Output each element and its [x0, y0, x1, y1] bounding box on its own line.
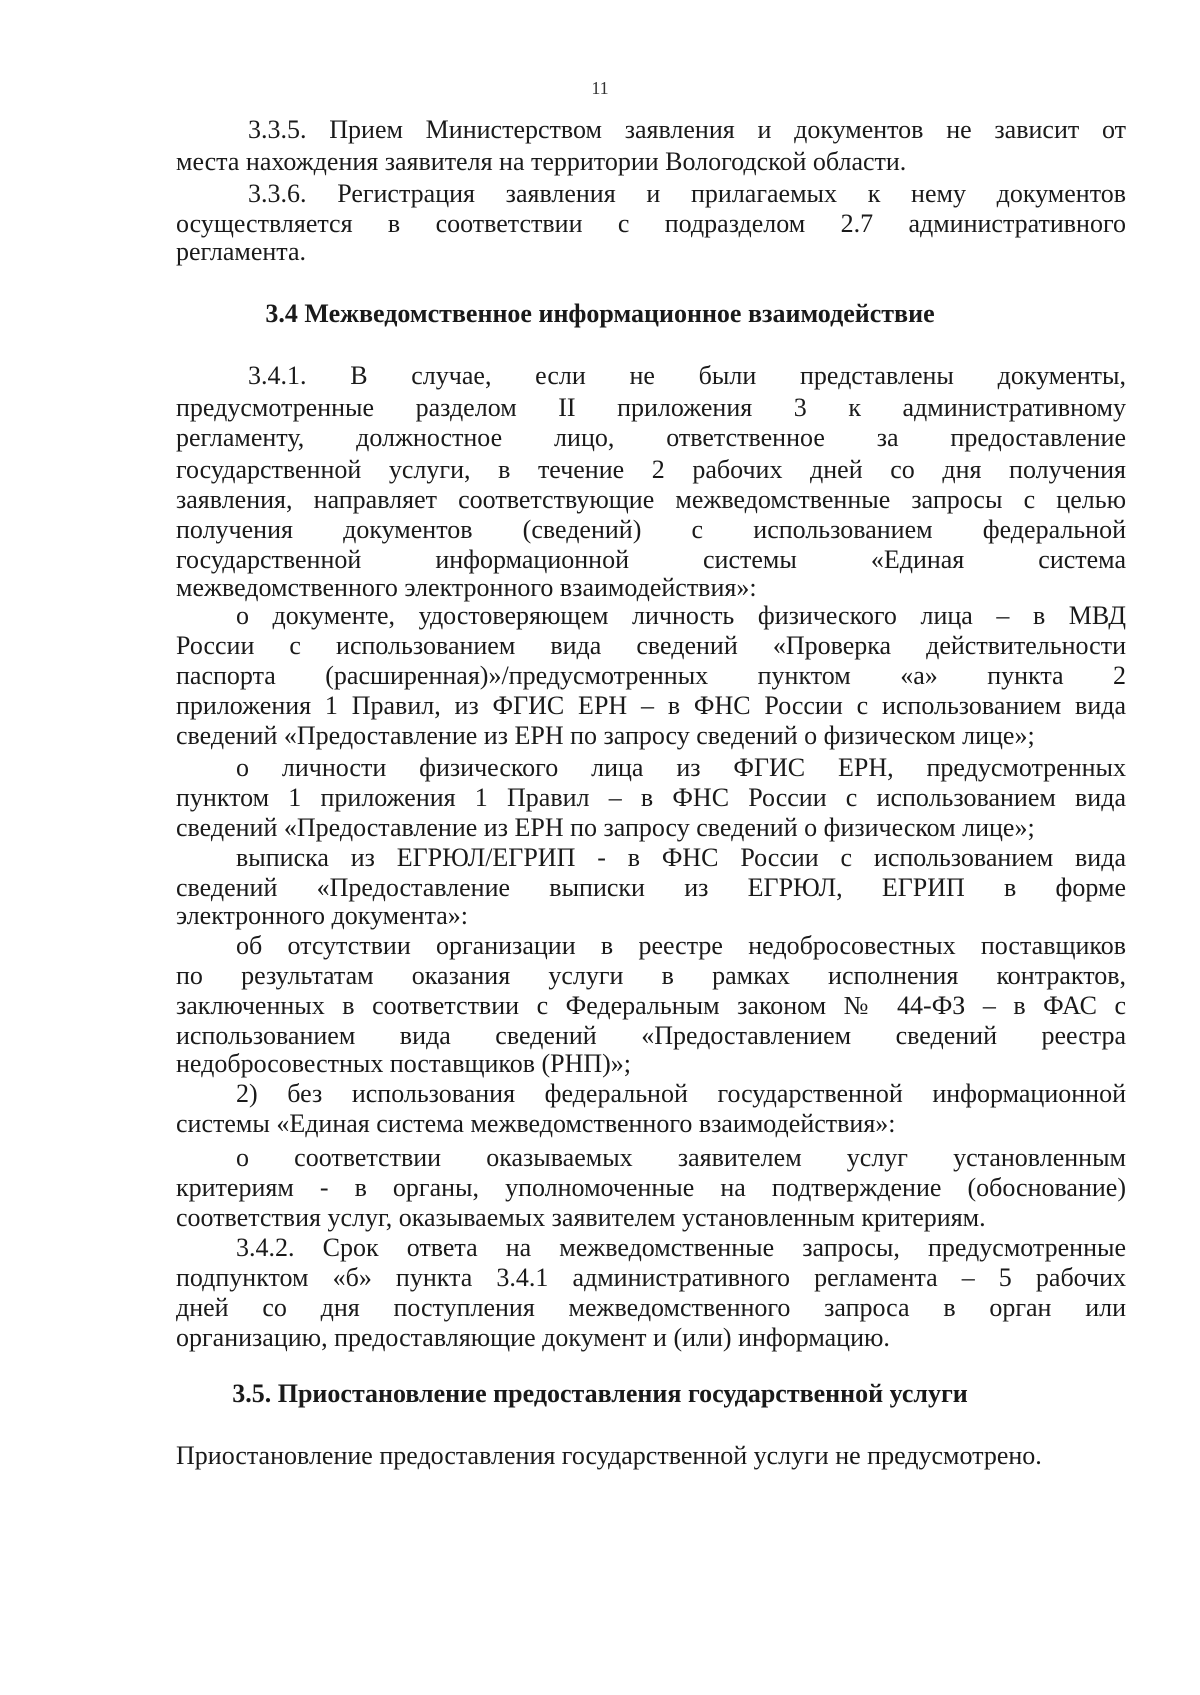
text-line: заключенных в соответствии с Федеральным законом № 44-ФЗ – в ФАС с	[176, 991, 1126, 1020]
section-heading-3-5: 3.5. Приостановление предоставления государственной услуги	[232, 1379, 968, 1408]
text-line: электронного документа»:	[176, 901, 469, 930]
text-line: России с использованием вида сведений «Проверка действительности	[176, 631, 1126, 660]
text-line: дней со дня поступления межведомственного запроса в орган или	[176, 1293, 1126, 1322]
text-line: межведомственного электронного взаимодействия»:	[176, 573, 757, 602]
text-line: выписка из ЕГРЮЛ/ЕГРИП - в ФНС России с использованием вида	[236, 843, 1126, 872]
text-line: государственной информационной системы «Единая система	[176, 545, 1126, 574]
text-line: осуществляется в соответствии с подразделом 2.7 административного	[176, 209, 1126, 238]
text-line: о документе, удостоверяющем личность физического лица – в МВД	[236, 601, 1126, 630]
text-line: места нахождения заявителя на территории Вологодской области.	[176, 147, 907, 176]
page-number: 11	[591, 78, 609, 98]
text-line: об отсутствии организации в реестре недобросовестных поставщиков	[236, 931, 1126, 960]
text-line: о соответствии оказываемых заявителем услуг установленным	[236, 1143, 1126, 1172]
text-line: критериям - в органы, уполномоченные на подтверждение (обоснование)	[176, 1173, 1126, 1202]
text-line: заявления, направляет соответствующие межведомственные запросы с целью	[176, 485, 1126, 514]
text-line: 2) без использования федеральной государственной информационной	[236, 1079, 1126, 1108]
text-line: о личности физического лица из ФГИС ЕРН, предусмотренных	[236, 753, 1126, 782]
text-line: соответствия услуг, оказываемых заявителем установленным критериям.	[176, 1203, 986, 1232]
text-line: 3.4.2. Срок ответа на межведомственные запросы, предусмотренные	[236, 1233, 1126, 1262]
text-line: паспорта (расширенная)»/предусмотренных пунктом «а» пункта 2	[176, 661, 1126, 690]
text-line: сведений «Предоставление выписки из ЕГРЮЛ, ЕГРИП в форме	[176, 873, 1126, 902]
text-line: 3.3.6. Регистрация заявления и прилагаемых к нему документов	[248, 179, 1126, 208]
paragraph-suspension: Приостановление предоставления государственной услуги не предусмотрено.	[176, 1441, 1042, 1470]
text-line: 3.3.5. Прием Министерством заявления и документов не зависит от	[248, 115, 1126, 144]
text-line: по результатам оказания услуги в рамках исполнения контрактов,	[176, 961, 1126, 990]
text-line: 3.4.1. В случае, если не были представлены документы,	[248, 361, 1126, 390]
section-heading-3-4: 3.4 Межведомственное информационное взаимодействие	[265, 299, 935, 328]
text-line: приложения 1 Правил, из ФГИС ЕРН – в ФНС России с использованием вида	[176, 691, 1126, 720]
text-line: предусмотренные разделом II приложения 3 к административному	[176, 393, 1126, 422]
text-line: подпунктом «б» пункта 3.4.1 административного регламента – 5 рабочих	[176, 1263, 1126, 1292]
text-line: использованием вида сведений «Предоставлением сведений реестра	[176, 1021, 1126, 1050]
text-line: организацию, предоставляющие документ и (или) информацию.	[176, 1323, 890, 1352]
text-line: получения документов (сведений) с использованием федеральной	[176, 515, 1126, 544]
text-line: сведений «Предоставление из ЕРН по запросу сведений о физическом лице»;	[176, 721, 1035, 750]
text-line: системы «Единая система межведомственного взаимодействия»:	[176, 1109, 896, 1138]
text-line: сведений «Предоставление из ЕРН по запросу сведений о физическом лице»;	[176, 813, 1035, 842]
text-line: государственной услуги, в течение 2 рабочих дней со дня получения	[176, 455, 1126, 484]
text-line: пунктом 1 приложения 1 Правил – в ФНС России с использованием вида	[176, 783, 1126, 812]
text-line: недобросовестных поставщиков (РНП)»;	[176, 1049, 632, 1078]
text-line: регламенту, должностное лицо, ответственное за предоставление	[176, 423, 1126, 452]
text-line: регламента.	[176, 237, 307, 266]
